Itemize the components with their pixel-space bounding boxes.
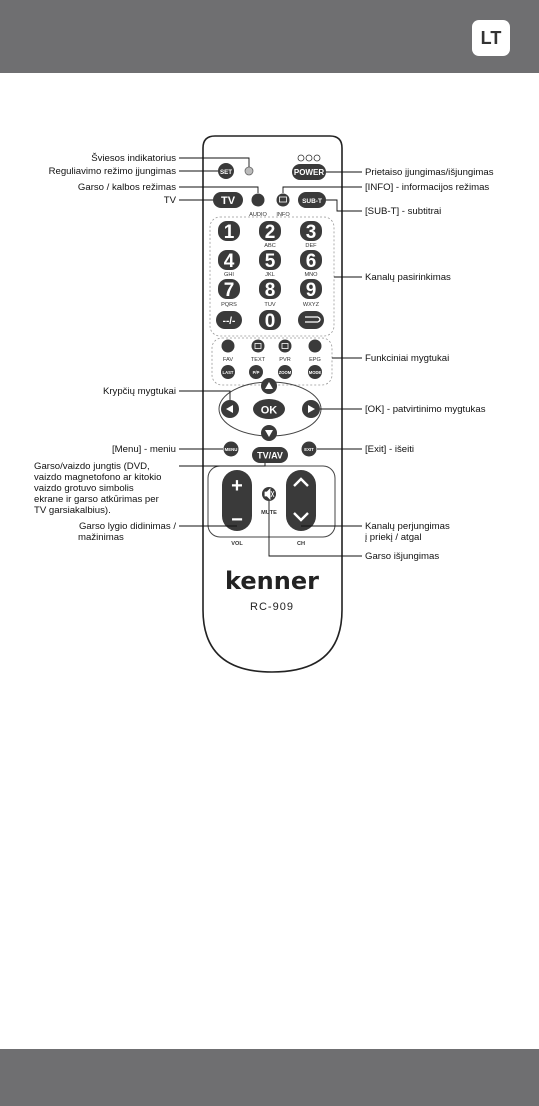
text-label: TEXT (250, 357, 266, 363)
svg-text:9: 9 (305, 280, 317, 301)
svg-text:TV: TV (220, 195, 236, 207)
label-channel-switch-line-2: į priekį / atgal (365, 532, 422, 543)
mute-label: MUTE (261, 510, 277, 516)
mode-button[interactable] (308, 365, 322, 379)
label-audio-mode: Garso / kalbos režimas (77, 182, 176, 193)
svg-text:OK: OK (260, 404, 278, 417)
letters-wxyz: WXYZ (302, 302, 320, 308)
label-exit: [Exit] - išeiti (365, 444, 415, 455)
tv-button[interactable] (213, 192, 243, 208)
ok-button[interactable] (253, 399, 285, 419)
zoom-button[interactable] (278, 365, 292, 379)
svg-text:5: 5 (264, 251, 276, 272)
label-tvav-line-1: Garso/vaizdo jungtis (DVD, (34, 461, 150, 472)
svg-text:MODE: MODE (308, 370, 322, 375)
letters-def: DEF (305, 243, 317, 249)
label-tvav-line-4: ekrane ir garso atkūrimas per (34, 494, 159, 505)
tvav-button[interactable] (252, 447, 288, 463)
last-button[interactable] (221, 365, 235, 379)
label-set-mode: Reguliavimo režimo įjungimas (48, 166, 176, 177)
svg-text:4: 4 (223, 251, 235, 272)
dash-button[interactable] (216, 311, 242, 329)
svg-text:SUB-T: SUB-T (302, 198, 322, 205)
left-button[interactable] (221, 400, 239, 418)
label-ok: [OK] - patvirtinimo mygtukas (365, 404, 486, 415)
up-button[interactable] (261, 378, 277, 394)
svg-text:LAST: LAST (222, 370, 234, 375)
label-channels: Kanalų pasirinkimas (365, 272, 451, 283)
svg-text:−: − (231, 509, 243, 531)
info-label: INFO (276, 212, 290, 218)
text-button[interactable] (252, 340, 265, 353)
epg-label: EPG (309, 357, 321, 363)
svg-text:--/-: --/- (222, 316, 236, 327)
letters-pqrs: PQRS (221, 302, 237, 308)
svg-text:EXIT: EXIT (304, 447, 314, 452)
language-badge: LT (472, 20, 510, 56)
set-button[interactable] (218, 163, 234, 179)
label-tvav-line-5: TV garsiakalbius). (34, 505, 111, 516)
epg-button[interactable] (309, 340, 322, 353)
label-indicator: Šviesos indikatorius (91, 153, 176, 164)
label-volume-line-1: Garso lygio didinimas / (78, 521, 176, 532)
svg-text:6: 6 (305, 251, 317, 272)
label-mute: Garso išjungimas (365, 551, 440, 562)
model-number: RC-909 (250, 601, 294, 613)
label-menu: [Menu] - meniu (112, 444, 176, 455)
volume-rocker[interactable] (222, 470, 252, 531)
pvr-label: PVR (279, 357, 291, 363)
svg-text:SET: SET (219, 169, 233, 176)
channel-rocker[interactable] (286, 470, 316, 531)
ch-label: CH (296, 541, 306, 547)
vol-label: VOL (231, 541, 243, 547)
menu-button[interactable] (224, 442, 239, 457)
down-button[interactable] (261, 425, 277, 441)
letters-abc: ABC (264, 243, 276, 249)
info-button[interactable] (277, 194, 290, 207)
brand-logo: kenner (225, 567, 319, 595)
label-volume-line-2: mažinimas (78, 532, 124, 543)
pvr-button[interactable] (279, 340, 292, 353)
svg-text:MENU: MENU (224, 447, 238, 452)
svg-text:7: 7 (223, 280, 235, 301)
indicator-light (245, 167, 253, 175)
subt-button[interactable] (298, 192, 326, 208)
fav-label: FAV (222, 357, 234, 363)
letters-mno: MNO (304, 272, 318, 278)
letters-ghi: GHI (224, 272, 234, 278)
label-channel-switch-line-1: Kanalų perjungimas (365, 521, 450, 532)
exit-button[interactable] (302, 442, 317, 457)
label-subt: [SUB-T] - subtitrai (365, 206, 442, 217)
mute-button[interactable] (262, 487, 276, 501)
svg-text:P/P: P/P (252, 370, 260, 375)
power-button[interactable] (292, 164, 326, 180)
label-info: [INFO] - informacijos režimas (365, 182, 490, 193)
svg-text:3: 3 (305, 222, 317, 243)
right-button[interactable] (302, 400, 320, 418)
svg-text:POWER: POWER (293, 168, 325, 177)
svg-text:0: 0 (264, 311, 276, 332)
label-tvav-line-2: vaizdo magnetofono ar kitokio (34, 472, 162, 483)
letters-jkl: JKL (265, 272, 275, 278)
recall-button[interactable] (298, 311, 324, 329)
pp-button[interactable] (249, 365, 263, 379)
svg-text:1: 1 (223, 222, 235, 243)
audio-label: AUDIO (249, 212, 267, 218)
audio-button[interactable] (252, 194, 265, 207)
svg-text:2: 2 (264, 222, 276, 243)
svg-text:8: 8 (264, 280, 276, 301)
fav-button[interactable] (222, 340, 235, 353)
label-power: Prietaiso įjungimas/išjungimas (365, 167, 494, 178)
letters-tuv: TUV (264, 302, 276, 308)
svg-text:TV/AV: TV/AV (257, 450, 283, 461)
svg-text:+: + (231, 475, 243, 497)
label-tvav-line-3: vaizdo grotuvo simbolis (34, 483, 134, 494)
svg-text:ZOOM: ZOOM (278, 370, 292, 375)
label-tv: TV (163, 195, 176, 206)
label-functions: Funkciniai mygtukai (365, 353, 450, 364)
label-direction: Krypčių mygtukai (102, 386, 176, 397)
